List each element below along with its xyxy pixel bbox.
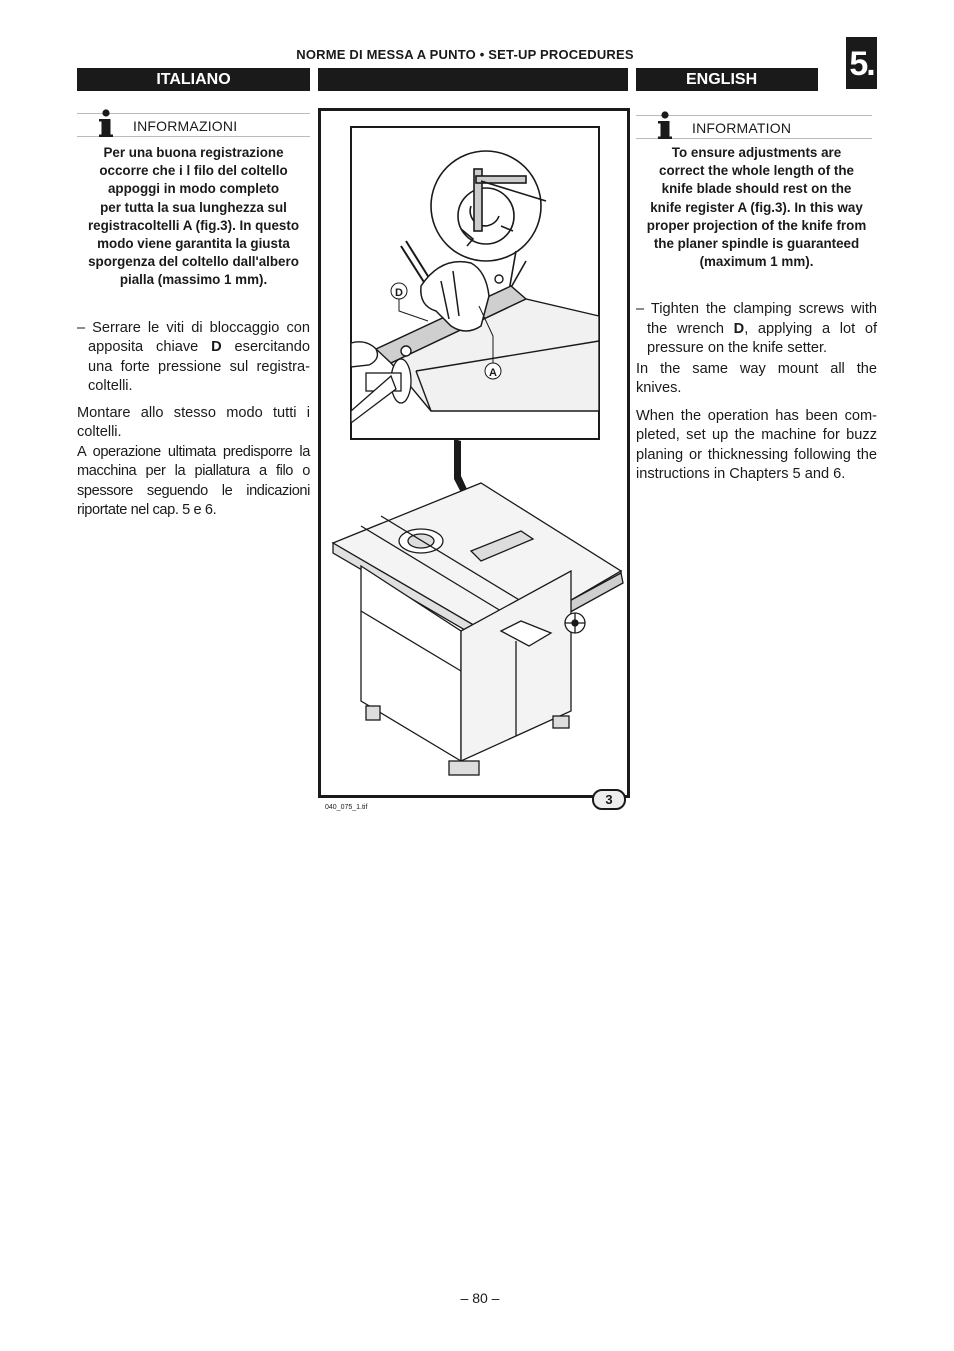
italian-paragraph: Montare allo stesso modo tutti i coltelli. bbox=[77, 404, 310, 441]
callout-d-label: D bbox=[395, 287, 403, 299]
callout-a-label: A bbox=[489, 367, 497, 379]
chapter-badge: 5. bbox=[846, 37, 877, 89]
planer-machine bbox=[333, 483, 623, 775]
english-info-header bbox=[636, 115, 872, 139]
english-column bbox=[636, 115, 877, 485]
info-icon bbox=[99, 109, 113, 137]
figure-number-badge: 3 bbox=[592, 789, 626, 810]
figure-frame bbox=[318, 108, 630, 798]
italian-language-bar: ITALIANO bbox=[77, 68, 310, 91]
planer-illustration bbox=[321, 111, 627, 795]
page-number: – 80 – bbox=[460, 1290, 500, 1306]
figure-filename: 040_075_1.tif bbox=[325, 804, 368, 811]
english-step: – Tighten the clamping screws with the wrench D, applying a lot of pressure on the knife setter. bbox=[636, 301, 877, 357]
italian-paragraph: A operazione ultimata predisporre la macchina per la piallatura a filo o spessore seguendo le indicazioni riportate nel cap. 5 e 6. bbox=[77, 443, 310, 519]
italian-info-text: Per una buona registrazione occorre che i l filo del coltello appoggi in modo completo per tutta la sua lunghezza sul registracoltelli A (fig.3). In questo modo viene garantita la giusta sporgenza del coltello dall'albero pialla (massimo 1 mm). bbox=[87, 145, 300, 288]
italian-info-label: INFORMAZIONI bbox=[133, 118, 238, 134]
english-info-label: INFORMATION bbox=[692, 120, 792, 136]
italian-info-header bbox=[77, 113, 310, 137]
english-info-text: To ensure adjustments are correct the whole length of the knife blade should rest on the knife register A (fig.3). In this way proper projection of the knife from the planer spindle is guaranteed (maximum 1 mm). bbox=[646, 145, 867, 270]
italian-step: – Serrare le viti di bloccaggio con apposita chiave D esercitando una forte pressione sul registra-coltelli. bbox=[77, 319, 310, 395]
info-icon bbox=[658, 111, 672, 139]
center-language-bar bbox=[318, 68, 628, 91]
italian-column bbox=[77, 113, 310, 521]
english-paragraph: When the operation has been com-pleted, set up the machine for buzz planing or thicknessing following the instructions in Chapters 5 and 6. bbox=[636, 407, 877, 483]
english-paragraph: In the same way mount all the knives. bbox=[636, 360, 877, 397]
page-header-title: NORME DI MESSA A PUNTO • SET-UP PROCEDURES bbox=[296, 47, 634, 62]
english-language-bar: ENGLISH bbox=[636, 68, 818, 91]
